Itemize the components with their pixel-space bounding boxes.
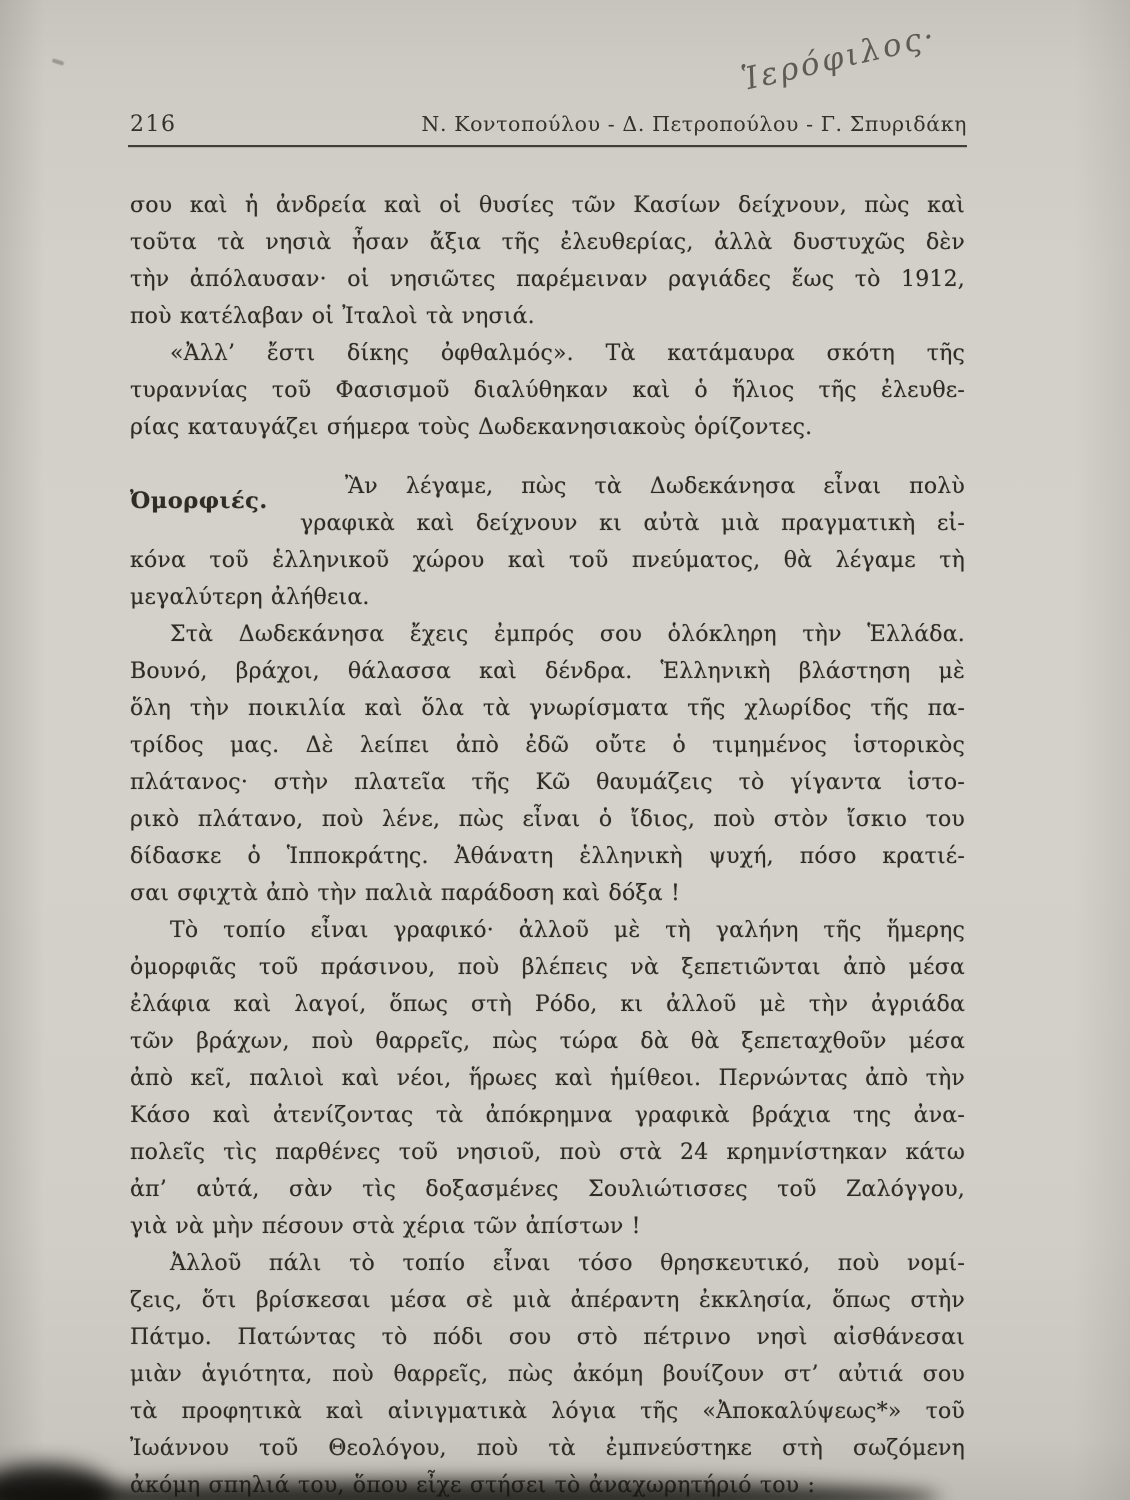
handwritten-note: Ἱερόφιλος· <box>738 18 941 98</box>
text-line: τυραννίας τοῦ Φασισμοῦ διαλύθηκαν καὶ ὁ ἥλιος τῆς ἐλευθε- <box>130 378 965 403</box>
running-title: Ν. Κοντοπούλου - Δ. Πετροπούλου - Γ. Σπυριδάκη <box>421 112 967 136</box>
text-line: ἀπ’ αὐτά, σὰν τὶς δοξασμένες Σουλιώτισσες τοῦ Ζαλόγγου, <box>130 1177 965 1202</box>
paragraph <box>130 616 965 912</box>
text-line: πολεῖς τὶς παρθένες τοῦ νησιοῦ, ποὺ στὰ 24 κρημνίστηκαν κάτω <box>130 1140 965 1165</box>
text-line: γραφικὰ καὶ δείχνουν κι αὐτὰ μιὰ πραγματικὴ εἰ- <box>300 511 965 536</box>
paragraph-continuation <box>130 187 965 335</box>
text-line: Ἂν λέγαμε, πὼς τὰ Δωδεκάνησα εἶναι πολὺ <box>345 474 965 499</box>
paragraph <box>130 912 965 1245</box>
text-line: γιὰ νὰ μὴν πέσουν στὰ χέρια τῶν ἀπίστων ! <box>130 1214 641 1239</box>
text-line: ὀμορφιᾶς τοῦ πράσινου, ποὺ βλέπεις νὰ ξεπετιῶνται ἀπὸ μέσα <box>130 955 965 980</box>
text-line: πλάτανος· στὴν πλατεῖα τῆς Κῶ θαυμάζεις τὸ γίγαντα ἱστο- <box>130 770 965 795</box>
text-line: δίδασκε ὁ Ἱπποκράτης. Ἀθάνατη ἑλληνικὴ ψυχή, πόσο κρατιέ- <box>130 844 965 869</box>
text-line: τὴν ἀπόλαυσαν· οἱ νησιῶτες παρέμειναν ραγιάδες ἕως τὸ 1912, <box>130 267 965 292</box>
scan-speck <box>52 58 65 66</box>
scan-shadow-corner <box>0 1464 114 1500</box>
text-line: σαι σφιχτὰ ἀπὸ τὴν παλιὰ παράδοση καὶ δόξα ! <box>130 881 681 906</box>
text-line: Βουνό, βράχοι, θάλασσα καὶ δένδρα. Ἑλληνικὴ βλάστηση μὲ <box>130 659 965 684</box>
page-number: 216 <box>130 112 177 137</box>
text-line: μεγαλύτερη ἀλήθεια. <box>130 585 370 610</box>
page-header <box>130 112 967 137</box>
text-line: μιὰν ἁγιότητα, ποὺ θαρρεῖς, πὼς ἀκόμη βουίζουν στ’ αὐτιά σου <box>130 1362 965 1387</box>
text-line: ρίας καταυγάζει σήμερα τοὺς Δωδεκανησιακοὺς ὁρίζοντες. <box>130 415 813 440</box>
paragraph <box>130 1245 965 1500</box>
text-line: Τὸ τοπίο εἶναι γραφικό· ἀλλοῦ μὲ τὴ γαλήνη τῆς ἥμερης <box>170 918 965 943</box>
text-line: ὅλη τὴν ποικιλία καὶ ὅλα τὰ γνωρίσματα τῆς χλωρίδος τῆς πα- <box>130 696 965 721</box>
text-line: ἐλάφια καὶ λαγοί, ὅπως στὴ Ρόδο, κι ἀλλοῦ μὲ τὴν ἀγριάδα <box>130 992 965 1017</box>
section-sidehead: Ὀμορφιές. <box>130 488 268 514</box>
text-line: «Ἀλλ’ ἔστι δίκης ὀφθαλμός». Τὰ κατάμαυρα σκότη τῆς <box>170 341 965 366</box>
text-line: ρικὸ πλάτανο, ποὺ λένε, πὼς εἶναι ὁ ἴδιος, ποὺ στὸν ἴσκιο του <box>130 807 965 832</box>
text-line: Ἀλλοῦ πάλι τὸ τοπίο εἶναι τόσο θρησκευτικό, ποὺ νομί- <box>170 1251 965 1276</box>
text-line: τοῦτα τὰ νησιὰ ἦσαν ἄξια τῆς ἐλευθερίας, ἀλλὰ δυστυχῶς δὲν <box>130 230 965 255</box>
text-line: ἀπὸ κεῖ, παλιοὶ καὶ νέοι, ἥρωες καὶ ἡμίθεοι. Περνώντας ἀπὸ τὴν <box>130 1066 965 1091</box>
section-with-sidehead <box>130 468 965 616</box>
text-line: τῶν βράχων, ποὺ θαρρεῖς, πὼς τώρα δὰ θὰ ξεπεταχθοῦν μέσα <box>130 1029 965 1054</box>
paragraph <box>130 335 965 446</box>
text-line: Στὰ Δωδεκάνησα ἔχεις ἐμπρός σου ὁλόκληρη τὴν Ἑλλάδα. <box>170 622 965 647</box>
text-line: κόνα τοῦ ἑλληνικοῦ χώρου καὶ τοῦ πνεύματος, θὰ λέγαμε τὴ <box>130 548 965 573</box>
text-line: Πάτμο. Πατώντας τὸ πόδι σου στὸ πέτρινο νησὶ αἰσθάνεσαι <box>130 1325 965 1350</box>
text-line: Κάσο καὶ ἀτενίζοντας τὰ ἀπόκρημνα γραφικὰ βράχια της ἀνα- <box>130 1103 965 1128</box>
header-rule <box>128 145 967 147</box>
text-line: ποὺ κατέλαβαν οἱ Ἰταλοὶ τὰ νησιά. <box>130 304 535 329</box>
text-line: ζεις, ὅτι βρίσκεσαι μέσα σὲ μιὰ ἀπέραντη ἐκκλησία, ὅπως στὴν <box>130 1288 965 1313</box>
body-text <box>130 187 965 1500</box>
text-line: τὰ προφητικὰ καὶ αἰνιγματικὰ λόγια τῆς «Ἀποκαλύψεως*» τοῦ <box>130 1399 965 1424</box>
text-line: τρίδος μας. Δὲ λείπει ἀπὸ ἐδῶ οὔτε ὁ τιμημένος ἱστορικὸς <box>130 733 965 758</box>
text-line: Ἰωάννου τοῦ Θεολόγου, ποὺ τὰ ἐμπνεύστηκε στὴ σωζόμενη <box>130 1436 965 1461</box>
text-line: σου καὶ ἡ ἀνδρεία καὶ οἱ θυσίες τῶν Κασίων δείχνουν, πὼς καὶ <box>130 193 965 218</box>
